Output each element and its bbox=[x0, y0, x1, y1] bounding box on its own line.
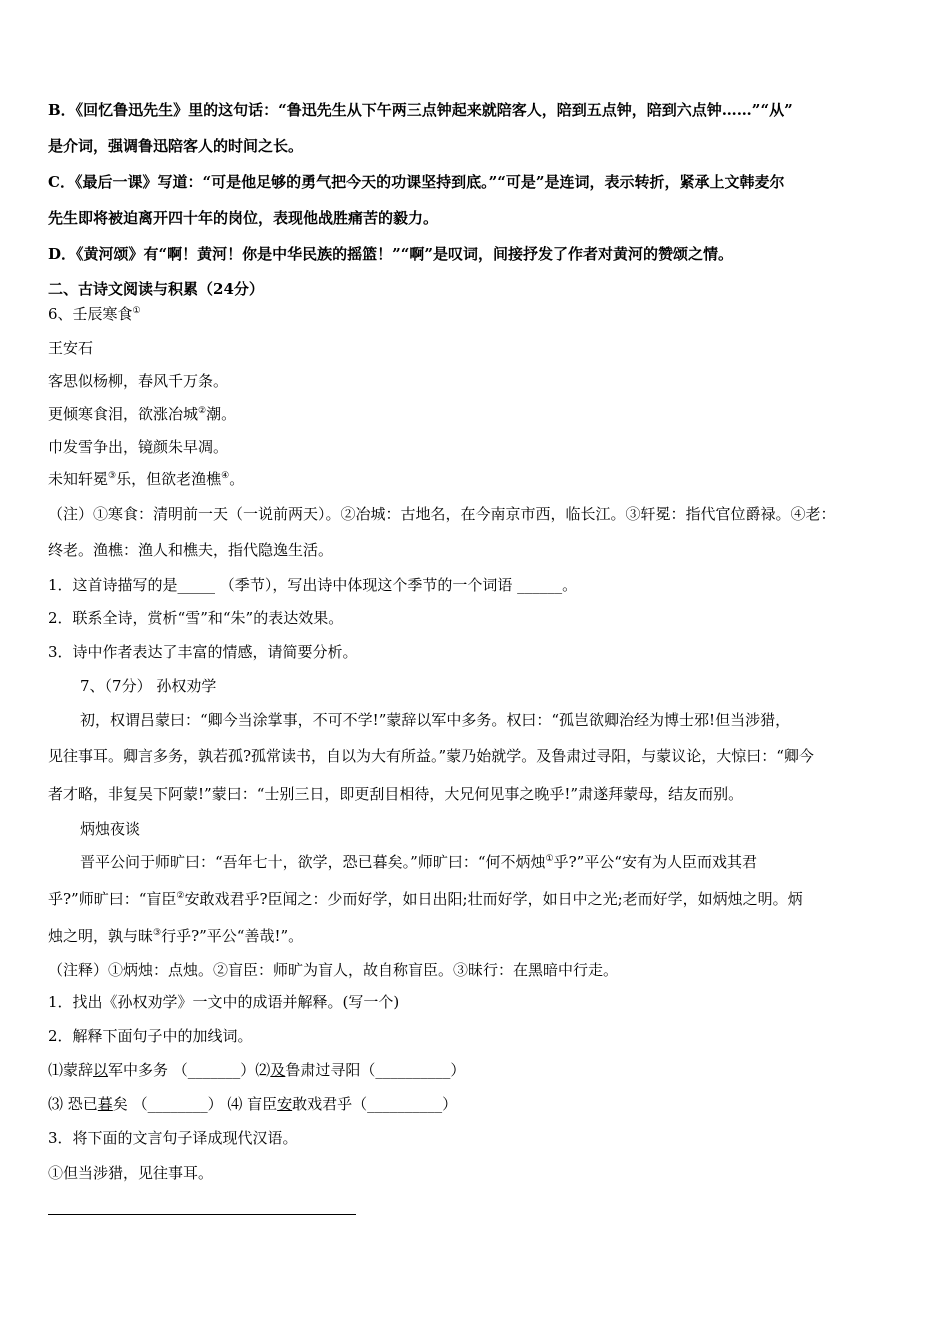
poem-author: 王安石 bbox=[48, 339, 94, 357]
question-7-3-item: ①但当涉猎，见往事耳。 bbox=[48, 1164, 214, 1182]
question-6-1: 1．这首诗描写的是_____ （季节），写出诗中体现这个季节的一个词语 ______。 bbox=[48, 576, 578, 594]
answer-line[interactable] bbox=[48, 1214, 356, 1215]
question-7-heading: 7、（7分） 孙权劝学 bbox=[80, 677, 217, 695]
question-7-2-items-b: ⑶ 恐已暮矣 （________） ⑷ 盲臣安敢戏君乎（__________） bbox=[48, 1095, 458, 1113]
poem-line: 未知轩冕③乐，但欲老渔樵④。 bbox=[48, 470, 245, 488]
question-7-3: 3．将下面的文言句子译成现代汉语。 bbox=[48, 1129, 298, 1147]
option-c-line1: C．《最后一课》写道：“可是他足够的勇气把今天的功课坚持到底。”“可是”是连词，表示转折，紧承上文韩麦尔 bbox=[48, 173, 785, 191]
question-6-3: 3．诗中作者表达了丰富的情感，请简要分析。 bbox=[48, 643, 358, 661]
passage-line: 者才略，非复吴下阿蒙!”蒙曰：“士别三日，即更刮目相待，大兄何见事之晚乎!”肃遂拜蒙母，结友而别。 bbox=[48, 785, 744, 803]
poem-title: 6、壬辰寒食① bbox=[48, 305, 141, 323]
passage-line: 初，权谓吕蒙曰：“卿今当涂掌事，不可不学!”蒙辞以军中多务。权曰：“孤岂欲卿治经为博士邪!但当涉猎， bbox=[80, 711, 791, 729]
poem-note-line1: （注）①寒食：清明前一天（一说前两天）。②冶城：古地名，在今南京市西，临长江。③轩冕：指代官位爵禄。④老： bbox=[48, 505, 836, 523]
question-7-1: 1．找出《孙权劝学》一文中的成语并解释。(写一个) bbox=[48, 993, 400, 1011]
passage-line: 烛之明，孰与昧③行乎?”平公“善哉!”。 bbox=[48, 927, 304, 945]
section-heading: 二、古诗文阅读与积累（24分） bbox=[48, 280, 264, 298]
passage-subtitle: 炳烛夜谈 bbox=[80, 820, 141, 838]
passage-line: 乎?”师旷曰：“盲臣②安敢戏君乎?臣闻之：少而好学，如日出阳;壮而好学，如日中之光;老而好学，如炳烛之明。炳 bbox=[48, 890, 803, 908]
question-6-2: 2．联系全诗，赏析“雪”和“朱”的表达效果。 bbox=[48, 609, 344, 627]
question-7-2: 2．解释下面句子中的加线词。 bbox=[48, 1027, 253, 1045]
option-c-line2: 先生即将被迫离开四十年的岗位，表现他战胜痛苦的毅力。 bbox=[48, 209, 439, 227]
passage-note: （注释）①炳烛：点烛。②盲臣：师旷为盲人，故自称盲臣。③昧行：在黑暗中行走。 bbox=[48, 961, 619, 979]
option-b-line1: B．《回忆鲁迅先生》里的这句话：“鲁迅先生从下午两三点钟起来就陪客人，陪到五点钟，陪到六点钟……”“从” bbox=[48, 101, 793, 119]
poem-line: 巾发雪争出，镜颜朱早凋。 bbox=[48, 438, 229, 456]
option-d-line1: D．《黄河颂》有“啊！黄河！你是中华民族的摇篮！”“啊”是叹词，间接抒发了作者对黄河的赞颂之情。 bbox=[48, 245, 734, 263]
option-b-line2: 是介词，强调鲁迅陪客人的时间之长。 bbox=[48, 137, 304, 155]
poem-line: 更倾寒食泪，欲涨冶城②潮。 bbox=[48, 405, 237, 423]
passage-line: 晋平公问于师旷曰：“吾年七十，欲学，恐已暮矣。”师旷曰：“何不炳烛①乎?”平公“安有为人臣而戏其君 bbox=[80, 853, 757, 871]
passage-line: 见往事耳。卿言多务，孰若孤?孤常读书，自以为大有所益。”蒙乃始就学。及鲁肃过寻阳，与蒙议论，大惊曰：“卿今 bbox=[48, 747, 814, 765]
poem-note-line2: 终老。渔樵：渔人和樵夫，指代隐逸生活。 bbox=[48, 541, 334, 559]
poem-line: 客思似杨柳，春风千万条。 bbox=[48, 372, 229, 390]
question-7-2-items-a: ⑴蒙辞以军中多务 （_______）⑵及鲁肃过寻阳（__________） bbox=[48, 1061, 466, 1079]
